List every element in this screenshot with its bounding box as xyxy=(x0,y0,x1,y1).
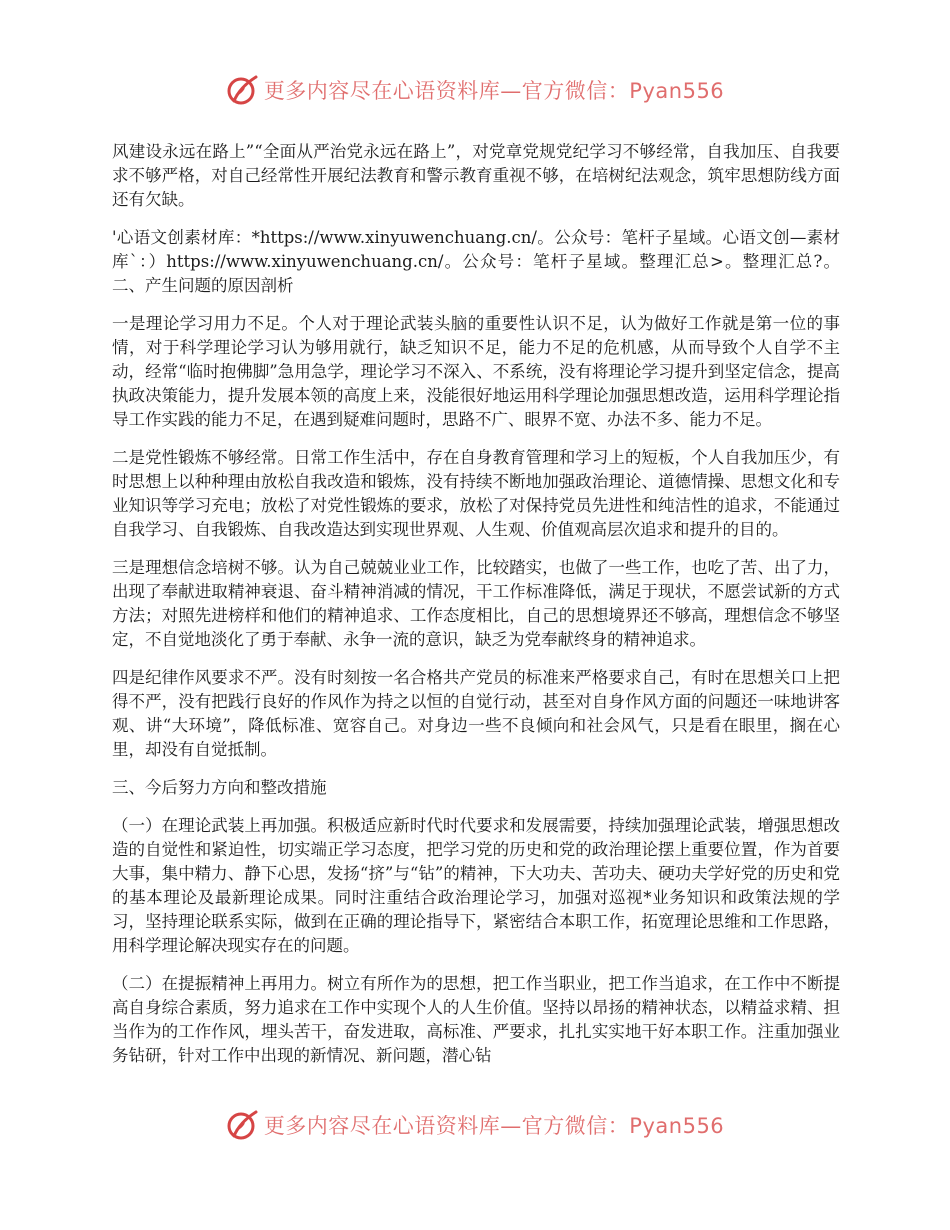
paragraph-continued: 风建设永远在路上”“全面从严治党永远在路上”，对党章党规党纪学习不够经常，自我加压、自我要求不够严格，对自己经常性开展纪法教育和警示教育重视不够，在培树纪法观念，筑牢思想防线方面还有欠缺。 xyxy=(112,142,840,209)
header-banner xyxy=(0,70,950,110)
paragraph-cause-1: 一是理论学习用力不足。个人对于理论武装头脑的重要性认识不足，认为做好工作就是第一位的事情，对于科学理论学习认为够用就行，缺乏知识不足，能力不足的危机感，从而导致个人自学不主动，经常“临时抱佛脚”急用急学，理论学习不深入、不系统，没有将理论学习提升到坚定信念，提高执政决策能力，提升发展本领的高度上来，没能很好地运用科学理论加强思想改造，运用科学理论指导工作实践的能力不足，在遇到疑难问题时，思路不广、眼界不宽、办法不多、能力不足。 xyxy=(112,314,840,429)
paragraph-measure-2: （二）在提振精神上再用力。树立有所作为的思想，把工作当职业，把工作当追求，在工作中不断提高自身综合素质，努力追求在工作中实现个人的人生价值。坚持以昂扬的精神状态，以精益求精、担当作为的工作作风，埋头苦干，奋发进取，高标准、严要求，扎扎实实地干好本职工作。注重加强业务钻研，针对工作中出现的新情况、新问题，潜心钻 xyxy=(112,974,840,1065)
section-heading: 三、今后努力方向和整改措施 xyxy=(112,778,327,797)
brush-logo-icon xyxy=(226,1108,260,1142)
paragraph-source-note: '心语文创素材库：*https://www.xinyuwenchuang.cn/。公众号：笔杆子星域。心语文创—素材库`：）https://www.xinyuwenchuang.cn/。公众号：笔杆子星域。整理汇总>。整理汇总?。二、产生问题的原因剖析 xyxy=(112,228,840,295)
paragraph-measure-1: （一）在理论武装上再加强。积极适应新时代时代要求和发展需要，持续加强理论武装，增强思想改造的自觉性和紧迫性，切实端正学习态度，把学习党的历史和党的政治理论摆上重要位置，作为首要大事，集中精力、静下心思，发扬“挤”与“钻”的精神，下大功夫、苦功夫、硬功夫学好党的历史和党的基本理论及最新理论成果。同时注重结合政治理论学习，加强对巡视*业务知识和政策法规的学习，坚持理论联系实际，做到在正确的理论指导下，紧密结合本职工作，拓宽理论思维和工作思路，用科学理论解决现实存在的问题。 xyxy=(112,816,840,955)
footer-banner xyxy=(0,1105,950,1145)
paragraph-cause-3: 三是理想信念培树不够。认为自己兢兢业业工作，比较踏实，也做了一些工作，也吃了苦、出了力，出现了奉献进取精神衰退、奋斗精神消减的情况，干工作标准降低，满足于现状，不愿尝试新的方式方法；对照先进榜样和他们的精神追求、工作态度相比，自己的思想境界还不够高，理想信念不够坚定，不自觉地淡化了勇于奉献、永争一流的意识，缺乏为党奉献终身的精神追求。 xyxy=(112,558,840,649)
document-body xyxy=(112,140,840,1082)
banner-text: 更多内容尽在心语资料库—官方微信：Pyan556 xyxy=(263,1114,725,1138)
banner-text: 更多内容尽在心语资料库—官方微信：Pyan556 xyxy=(263,79,725,103)
paragraph-cause-2: 二是党性锻炼不够经常。日常工作生活中，存在自身教育管理和学习上的短板，个人自我加压少，有时思想上以种种理由放松自我改造和锻炼，没有持续不断地加强政治理论、道德情操、思想文化和专业知识等学习充电；放松了对党性锻炼的要求，放松了对保持党员先进性和纯洁性的追求，不能通过自我学习、自我锻炼、自我改造达到实现世界观、人生观、价值观高层次追求和提升的目的。 xyxy=(112,448,840,539)
paragraph-cause-4: 四是纪律作风要求不严。没有时刻按一名合格共产党员的标准来严格要求自己，有时在思想关口上把得不严，没有把践行良好的作风作为持之以恒的自觉行动，甚至对自身作风方面的问题还一味地讲客观、讲“大环境”，降低标准、宽容自己。对身边一些不良倾向和社会风气，只是看在眼里，搁在心里，却没有自觉抵制。 xyxy=(112,668,840,759)
brush-logo-icon xyxy=(226,73,260,107)
